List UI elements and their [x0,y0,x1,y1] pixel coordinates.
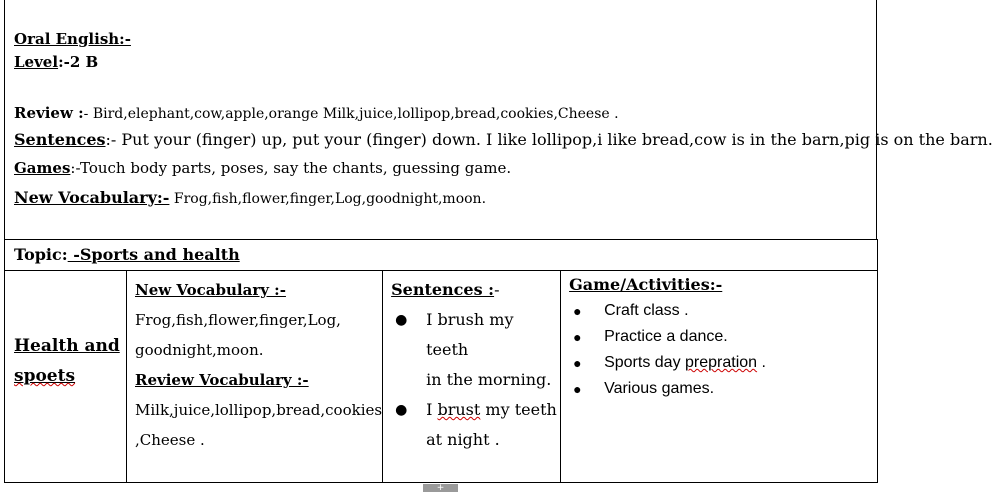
oral-english-heading: Oral English:- [14,30,131,48]
bullet-icon: ● [573,329,582,345]
new-vocabulary-heading: New Vocabulary :- [135,281,286,299]
new-vocabulary-line2: goodnight,moon. [135,341,264,359]
sentences-heading: Sentences :- [391,280,500,299]
bullet-icon: ● [395,402,408,418]
lesson-header-box [4,0,993,239]
list-item: ● Various games. [569,376,877,402]
level-line [14,53,98,71]
bullet-icon: ● [573,303,582,319]
unit-title-line2: spoets [14,366,76,386]
level-label: Level [14,53,59,71]
review-text: - Bird,elephant,cow,apple,orange Milk,juice,lollipop,bread,cookies,Cheese . [83,106,619,122]
bullet-icon: ● [573,355,582,371]
new-vocabulary-line [14,188,486,207]
review-vocabulary-line1: Milk,juice,lollipop,bread,cookies [135,401,383,419]
lesson-table [4,239,878,483]
sentence-2-line1: I brust my teeth [426,400,557,419]
list-item [391,305,560,395]
list-item: ● Craft class . [569,298,877,324]
sentences-line [14,130,993,149]
bullet-icon: ● [395,312,408,328]
games-line [14,159,511,177]
games-text: :-Touch body parts, poses, say the chants, guessing game. [70,159,512,177]
games-label: Games [14,159,71,177]
topic-cell [5,240,878,271]
sentences-text: :- Put your (finger) up, put your (finger) down. I like lollipop,i like bread,cow is in the barn,pig is on the barn. [105,130,993,149]
new-vocabulary-label: New Vocabulary:- [14,188,170,207]
vocabulary-cell [127,271,383,483]
new-vocabulary-text: Frog,fish,flower,finger,Log,goodnight,moon. [169,191,487,207]
activities-cell [561,271,878,483]
unit-title-line1: Health and [14,336,120,356]
topic-value: -Sports and health [67,245,240,264]
review-line [14,104,619,122]
sentence-2-line2: at night . [426,430,500,449]
sentence-1-line1: I brush my teeth [426,310,514,359]
sentence-1-line2: in the morning. [426,370,552,389]
new-vocabulary-line1: Frog,fish,flower,finger,Log, [135,311,341,329]
unit-cell [5,271,127,483]
topic-label: Topic: [14,245,68,264]
table-resize-handle-icon[interactable]: + [423,484,458,492]
sentences-cell [383,271,561,483]
level-value: :-2 B [58,53,99,71]
list-item: ● Practice a dance. [569,324,877,350]
topic-line [5,240,877,264]
list-item: ● Sports day prepration . [569,350,877,376]
review-vocabulary-heading: Review Vocabulary :- [135,371,309,389]
bullet-icon: ● [573,381,582,397]
review-vocabulary-line2: ,Cheese . [135,431,205,449]
review-label: Review : [14,104,84,122]
activities-heading: Game/Activities:- [569,275,723,294]
list-item [391,395,560,455]
sentences-label: Sentences [14,130,106,149]
